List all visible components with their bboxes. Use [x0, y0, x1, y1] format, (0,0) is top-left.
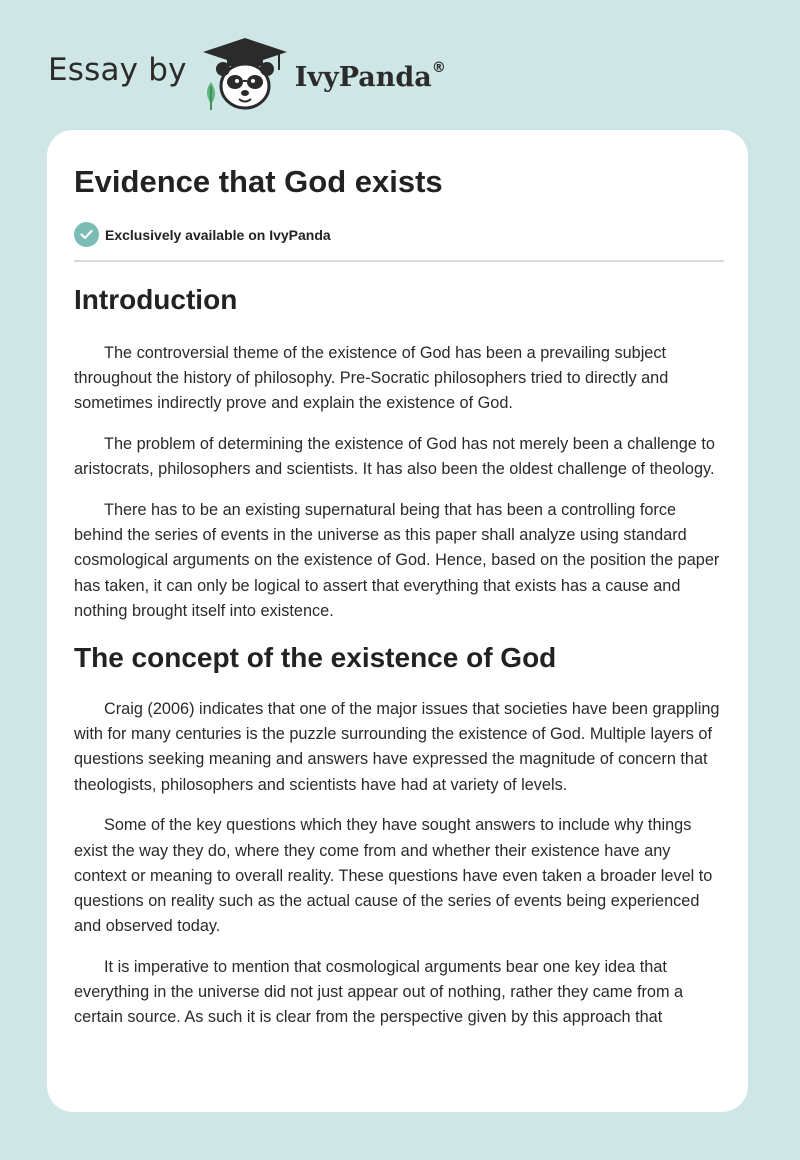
- brand-name[interactable]: [295, 60, 446, 93]
- badge-label: Exclusively available on IvyPanda: [105, 226, 331, 243]
- paragraph: The problem of determining the existence of God has not merely been a challenge to aristocrats, philosophers and scientists. It has also been the oldest challenge of theology.: [74, 435, 715, 479]
- essay-by-label: Essay by: [48, 52, 187, 88]
- article-body: [74, 282, 724, 1030]
- title-divider: [74, 260, 724, 262]
- page-title: Evidence that God exists: [74, 164, 443, 199]
- paragraph: There has to be an existing supernatural being that has been a controlling force behind the series of events in the universe as this paper shall analyze using standard cosmological arguments on the existence of God. Hence, based on the position the paper has taken, it can only be logical to assert that everything that exists has a cause and nothing brought itself into existence.: [74, 501, 720, 620]
- registered-mark: ®: [431, 59, 446, 76]
- section-heading-introduction: Introduction: [74, 284, 238, 315]
- brand-text[interactable]: IvyPanda: [294, 61, 432, 93]
- check-icon: [74, 222, 99, 247]
- site-header: [48, 34, 446, 114]
- essay-card: [47, 130, 748, 1112]
- paragraph: Some of the key questions which they have sought answers to include why things exist the way they do, where they come from and whether their existence have any context or meaning to overall reality. These questions have even taken a broader level to questions on reality such as the actual cause of the series of events being experienced and observed today.: [74, 816, 713, 936]
- paragraph: The controversial theme of the existence of God has been a prevailing subject throughout the history of philosophy. Pre-Socratic philosophers tried to directly and sometimes indirectly prove and explain the existence of God.: [74, 344, 669, 413]
- paragraph: It is imperative to mention that cosmological arguments bear one key idea that everything in the universe did not just appear out of nothing, rather they came from a certain source. As such it is clear from the perspective given by this approach that: [74, 957, 684, 1027]
- paragraph: Craig (2006) indicates that one of the major issues that societies have been grappling with for many centuries is the puzzle surrounding the existence of God. Multiple layers of questions seeking meaning and answers have expressed the magnitude of concern that theologists, philosophers and scientists have had at variety of levels.: [74, 700, 720, 794]
- exclusive-badge: [74, 222, 331, 247]
- panda-logo-icon[interactable]: [201, 36, 289, 112]
- section-heading-concept: The concept of the existence of God: [74, 642, 557, 674]
